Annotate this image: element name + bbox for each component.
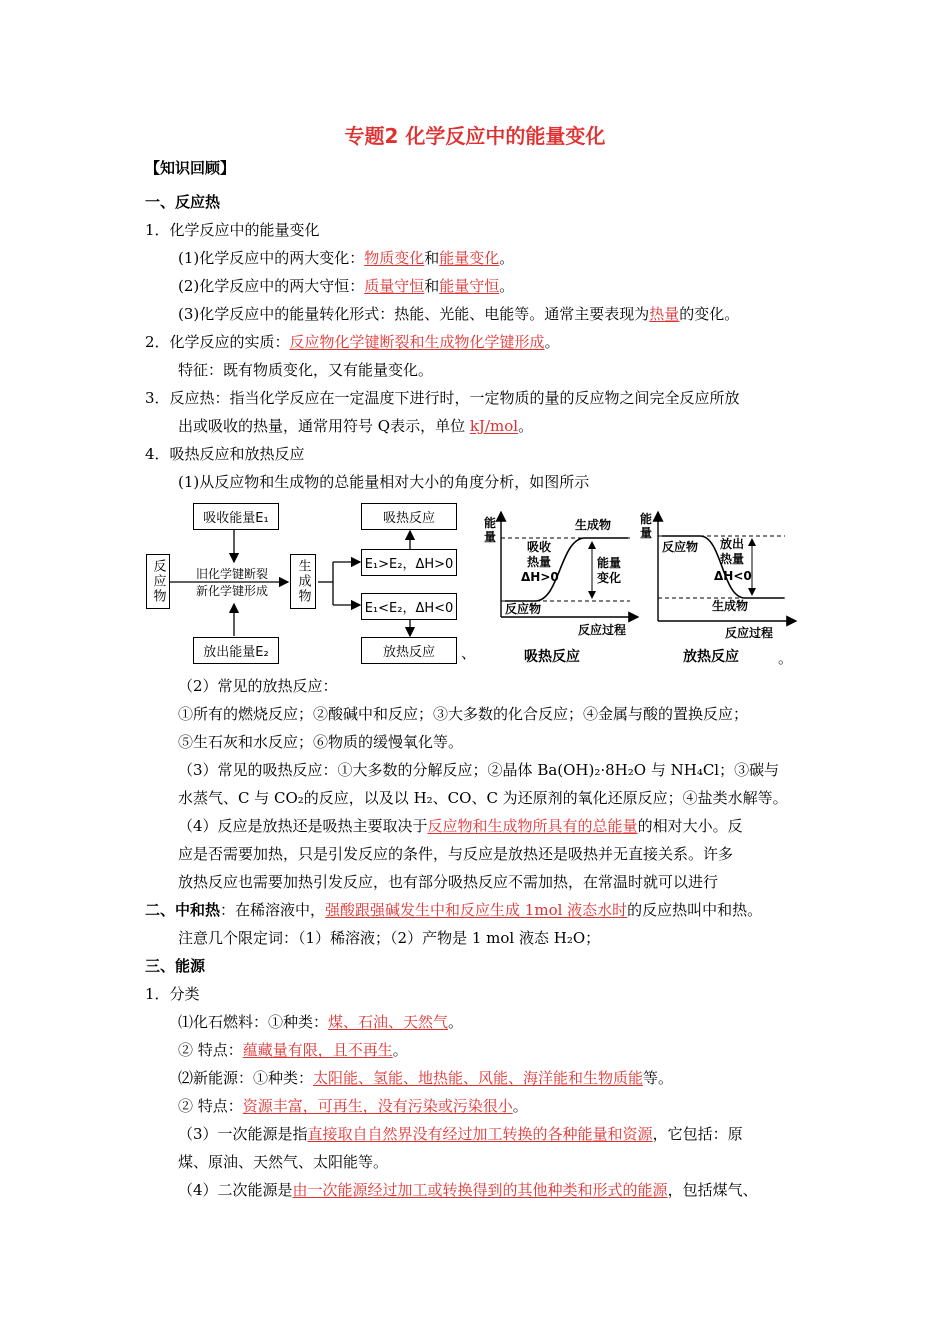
x-axis-label: 反应过程 [725, 626, 774, 640]
paragraph: ①所有的燃烧反应；②酸碱中和反应；③大多数的化合反应；④金属与酸的置换反应； [178, 705, 749, 723]
reactant-box: 反应物 [146, 554, 170, 609]
paragraph: ⑵新能源：①种类：太阳能、氢能、地热能、风能、海洋能和生物质能等。 [178, 1069, 674, 1087]
paragraph: 放热反应也需要加热引发反应，也有部分吸热反应不需加热，在常温时就可以进行 [178, 873, 719, 891]
paragraph: 水蒸气、C 与 CO₂的反应，以及以 H₂、CO、C 为还原剂的氧化还原反应；④盐类水解等。 [178, 789, 788, 807]
paragraph: 注意几个限定词：（1）稀溶液；（2）产物是 1 mol 液态 H₂O； [178, 929, 601, 947]
page-title: 专题2 化学反应中的能量变化 [344, 124, 606, 148]
paragraph: ② 特点：蕴藏量有限，且不再生。 [178, 1041, 408, 1059]
reactant-label: 反应物 [662, 540, 699, 554]
absorb-label: 吸收 [527, 540, 552, 554]
paragraph: 4．吸热反应和放热反应 [145, 445, 305, 463]
answer: 由一次能源经过加工或转换得到的其他种类和形式的能源 [292, 1181, 668, 1199]
endothermic-box: 吸热反应 [361, 503, 457, 530]
paragraph: (3)化学反应中的能量转化形式：热能、光能、电能等。通常主要表现为热量的变化。 [178, 305, 740, 323]
paragraph: (1)化学反应中的两大变化：物质变化和能量变化。 [178, 249, 515, 267]
heat-label: 热量 [527, 555, 552, 569]
condition-exo-box: E₁<E₂，ΔH<0 [361, 593, 457, 620]
answer: 能量守恒 [439, 277, 500, 295]
answer: kJ/mol [469, 417, 519, 435]
new-bond-label: 新化学键形成 [196, 584, 269, 598]
reactant-label: 反应物 [505, 602, 542, 616]
graph-caption: 放热反应 [683, 649, 739, 665]
answer: 蕴藏量有限，且不再生 [242, 1041, 393, 1059]
answer: 热量 [649, 305, 680, 323]
product-label: 生成物 [712, 599, 749, 613]
paragraph: (1)从反应物和生成物的总能量相对大小的角度分析，如图所示 [178, 473, 590, 491]
paragraph: （4）二次能源是由一次能源经过加工或转换得到的其他种类和形式的能源，包括煤气、 [178, 1181, 758, 1199]
answer: 反应物和生成物所具有的总能量 [427, 817, 638, 835]
paragraph: 二、中和热：在稀溶液中，强酸跟强碱发生中和反应生成 1mol 液态水时的反应热叫中和热。 [145, 901, 763, 919]
absorb-energy-box: 吸收能量E₁ [193, 503, 279, 530]
section-heading: 二、中和热 [145, 901, 221, 919]
product-label: 生成物 [575, 518, 612, 532]
paragraph: （3）一次能源是指直接取自自然界没有经过加工转换的各种能量和资源，它包括：原 [178, 1125, 743, 1143]
energy-axis-label: 能量 [484, 516, 497, 544]
answer: 反应物化学键断裂和生成物化学键形成 [289, 333, 545, 351]
answer: 资源丰富，可再生，没有污染或污染很小 [242, 1097, 513, 1115]
answer: 质量守恒 [364, 277, 425, 295]
paragraph: （4）反应是放热还是吸热主要取决于反应物和生成物所具有的总能量的相对大小。反 [178, 817, 743, 835]
energy-change-label: 变化 [597, 571, 622, 585]
x-axis-label: 反应过程 [578, 623, 627, 637]
answer: 太阳能、氢能、地热能、风能、海洋能和生物质能 [313, 1069, 644, 1087]
release-energy-box: 放出能量E₂ [193, 637, 279, 664]
product-box: 生成物 [290, 554, 316, 609]
paragraph: ⑤生石灰和水反应；⑥物质的缓慢氧化等。 [178, 733, 464, 751]
period: 。 [778, 649, 794, 667]
delta-h-label: ΔH>0 [521, 570, 559, 584]
paragraph: ⑴化石燃料：①种类：煤、石油、天然气。 [178, 1013, 464, 1031]
release-label: 放出 [720, 537, 745, 551]
delta-h-label: ΔH<0 [714, 569, 752, 583]
paragraph: ② 特点：资源丰富，可再生，没有污染或污染很小。 [178, 1097, 528, 1115]
paragraph: 出或吸收的热量，通常用符号 Q表示，单位 kJ/mol。 [178, 417, 534, 435]
paragraph: 应是否需要加热，只是引发反应的条件，与反应是放热还是吸热并无直接关系。许多 [178, 845, 734, 863]
paragraph: 特征：既有物质变化，又有能量变化。 [178, 361, 434, 379]
paragraph: 1．化学反应中的能量变化 [145, 221, 320, 239]
separator: 、 [461, 644, 477, 662]
answer: 煤、石油、天然气 [328, 1013, 449, 1031]
section-heading: 三、能源 [145, 957, 206, 975]
section-heading: 一、反应热 [145, 193, 221, 211]
answer: 强酸跟强碱发生中和反应生成 1mol 液态水时 [325, 901, 628, 919]
paragraph: (2)化学反应中的两大守恒：质量守恒和能量守恒。 [178, 277, 515, 295]
answer: 直接取自自然界没有经过加工转换的各种能量和资源 [307, 1125, 653, 1143]
old-bond-label: 旧化学键断裂 [196, 567, 269, 581]
paragraph: 1．分类 [145, 985, 200, 1003]
review-heading: 【知识回顾】 [145, 159, 236, 177]
paragraph: 煤、原油、天然气、太阳能等。 [178, 1153, 389, 1171]
paragraph: （2）常见的放热反应： [178, 677, 338, 695]
condition-endo-box: E₁>E₂，ΔH>0 [361, 549, 457, 576]
energy-axis-label: 能量 [640, 512, 653, 540]
energy-change-label: 能量 [597, 556, 622, 570]
graph-caption: 吸热反应 [524, 649, 580, 665]
paragraph: （3）常见的吸热反应：①大多数的分解反应；②晶体 Ba(OH)₂·8H₂O 与 NH₄Cl；③碳与 [178, 761, 780, 779]
paragraph: 3．反应热：指当化学反应在一定温度下进行时，一定物质的量的反应物之间完全反应所放 [145, 389, 740, 407]
exothermic-box: 放热反应 [361, 637, 457, 664]
answer: 物质变化 [364, 249, 425, 267]
answer: 能量变化 [439, 249, 500, 267]
heat-label: 热量 [720, 552, 745, 566]
paragraph: 2．化学反应的实质：反应物化学键断裂和生成物化学键形成。 [145, 333, 560, 351]
